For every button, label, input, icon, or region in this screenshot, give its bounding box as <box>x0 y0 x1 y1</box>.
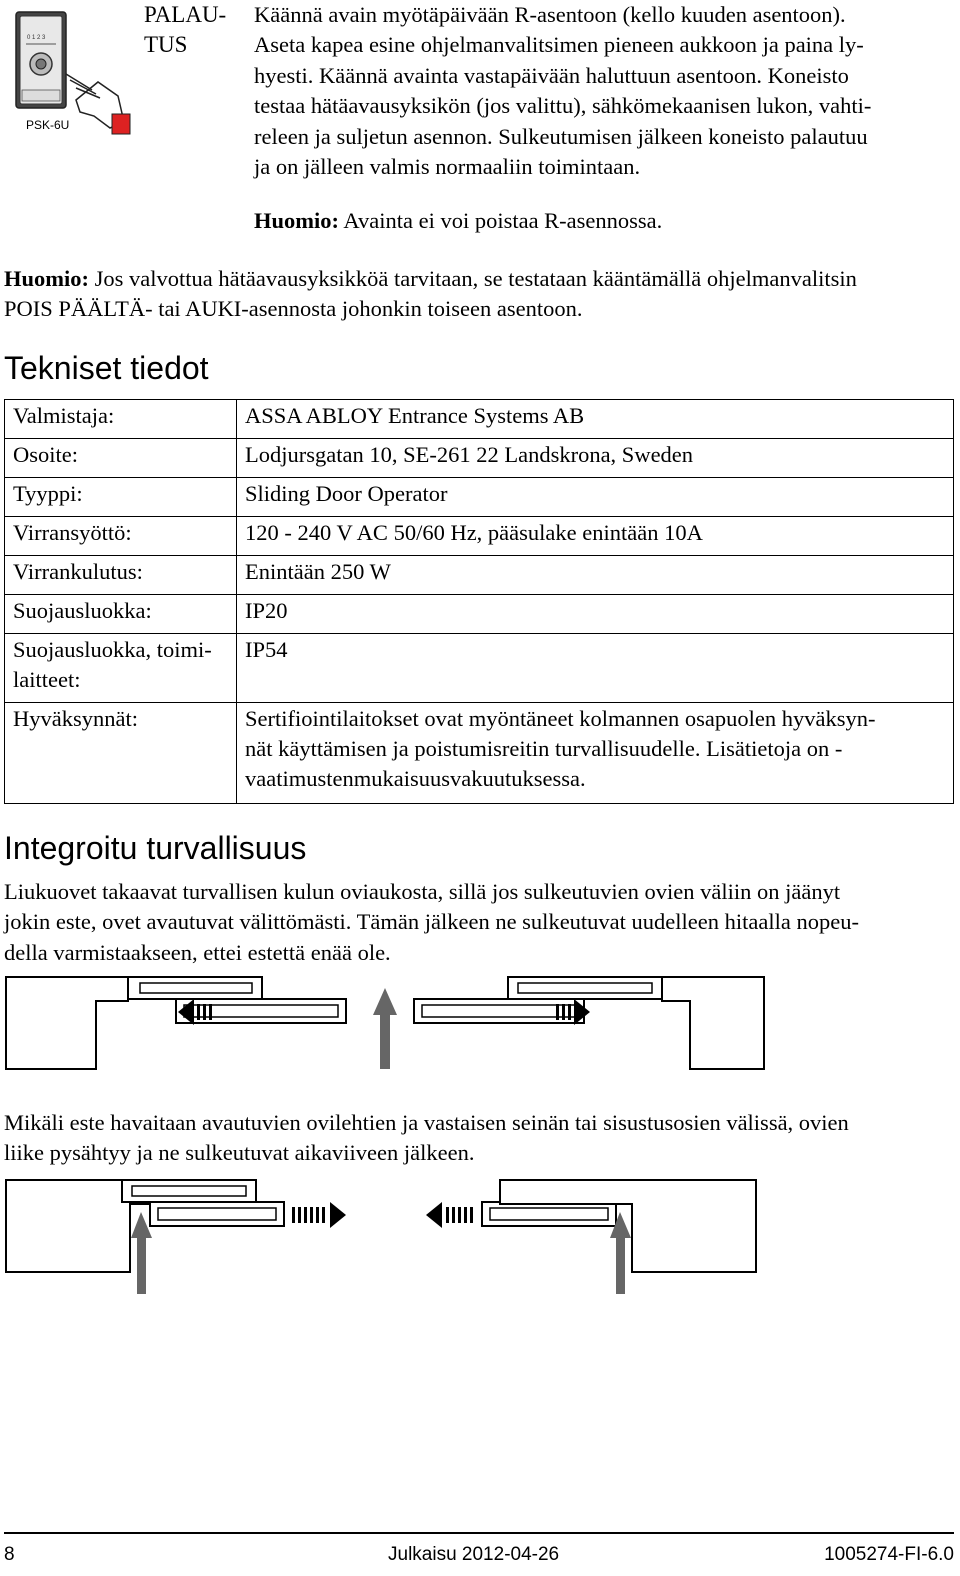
psk-6u-label: PSK-6U <box>26 118 70 132</box>
table-row <box>5 478 954 517</box>
right-door-leaf-icon <box>414 977 662 1023</box>
row-label: Hyväksynnät: <box>5 703 237 804</box>
row-label: Virrankulutus: <box>5 556 237 595</box>
test-note <box>4 264 959 325</box>
safety-line: Mikäli este havaitaan avautuvien ovilehtien ja vastaisen seinän tai sisustusosien välissä, ovien <box>4 1110 849 1135</box>
reset-line: hyesti. Käännä avainta vastapäivään haluttuun asentoon. Koneisto <box>254 62 849 88</box>
row-value: ASSA ABLOY Entrance Systems AB <box>237 400 954 439</box>
safety-paragraph-1 <box>4 877 959 968</box>
reset-line: testaa hätäavausyksikön (jos valittu), sähkömekaanisen lukon, vahti- <box>254 93 872 119</box>
safety-line: della varmistaakseen, ettei estettä enää ole. <box>4 939 391 965</box>
safety-line: jokin este, ovet avautuvat välittömästi. Tämän jälkeen ne sulkeutuvat uudelleen hitaalla nopeu- <box>4 909 859 935</box>
row-value: Sliding Door Operator <box>237 478 954 517</box>
row-value: IP20 <box>237 595 954 634</box>
row-value: Lodjursgatan 10, SE-261 22 Landskrona, Sweden <box>237 439 954 478</box>
test-note-label: Huomio: <box>4 266 90 291</box>
reset-line: ja on jälleen valmis normaaliin toimintaan. <box>254 154 641 180</box>
row-value: IP54 <box>237 634 954 703</box>
table-row <box>5 634 954 703</box>
key-switch-illustration <box>6 4 134 136</box>
reset-line: Käännä avain myötäpäivään R-asentoon (kello kuuden asentoon). <box>254 2 846 27</box>
row-value: Sertifiointilaitokset ovat myöntäneet kolmannen osapuolen hyväksyn- nät käyttämisen ja poistumisreitin turvallisuudelle. Lisätietoja on - vaatimustenmukaisuusvakuutuksessa. <box>237 703 954 804</box>
reset-note-text: Avainta ei voi poistaa R-asennossa. <box>339 208 663 233</box>
test-note-line: Jos valvottua hätäavausyksikköä tarvitaan, se testataan kääntämällä ohjelmanvalitsin <box>89 266 857 291</box>
row-value: 120 - 240 V AC 50/60 Hz, pääsulake enintään 10A <box>237 517 954 556</box>
row-label: Osoite: <box>5 439 237 478</box>
safety-paragraph-2 <box>4 1108 959 1169</box>
document-number: 1005274-FI-6.0 <box>824 1544 954 1565</box>
left-door-leaf-icon <box>128 977 346 1023</box>
row-label: Tyyppi: <box>5 478 237 517</box>
row-label: Suojausluokka, toimi- laitteet: <box>5 634 237 703</box>
arrow-left-icon <box>426 1202 473 1228</box>
obstacle-arrow-up-icon <box>131 1212 152 1294</box>
arrow-right-icon <box>292 1202 346 1228</box>
table-row <box>5 595 954 634</box>
table-row <box>5 400 954 439</box>
test-note-line: POIS PÄÄLTÄ- tai AUKI-asennosta johonkin toiseen asentoon. <box>4 296 583 322</box>
safety-title: Integroitu turvallisuus <box>4 830 307 866</box>
left-door-leaf-icon <box>122 1180 284 1226</box>
table-row <box>5 439 954 478</box>
row-value: Enintään 250 W <box>237 556 954 595</box>
table-row <box>5 703 954 804</box>
row-label: Suojausluokka: <box>5 595 237 634</box>
tech-title: Tekniset tiedot <box>4 350 209 386</box>
reset-line: releen ja suljetun asennon. Sulkeutumisen jälkeen koneisto palautuu <box>254 123 868 149</box>
footer-divider <box>4 1532 954 1534</box>
reset-note-label: Huomio: <box>254 208 340 233</box>
key-switch-icon <box>6 4 134 136</box>
reset-heading: PALAU- TUS <box>144 2 227 57</box>
table-row <box>5 556 954 595</box>
reset-line: Aseta kapea esine ohjelmanvalitsimen pieneen aukkoon ja paina ly- <box>254 32 864 58</box>
issue-date: Julkaisu 2012-04-26 <box>388 1544 560 1565</box>
safety-line: liike pysähtyy ja ne sulkeutuvat aikaviiveen jälkeen. <box>4 1140 475 1166</box>
table-row <box>5 517 954 556</box>
row-label: Valmistaja: <box>5 400 237 439</box>
opening-obstacle-diagram <box>0 1176 960 1296</box>
closing-obstacle-diagram <box>0 975 960 1075</box>
safety-line: Liukuovet takaavat turvallisen kulun oviaukosta, sillä jos sulkeutuvien ovien väliin on jäänyt <box>4 879 841 904</box>
reset-note <box>254 206 662 236</box>
page-number: 8 <box>4 1544 15 1565</box>
reset-body <box>254 0 954 182</box>
right-wall-icon <box>662 977 764 1069</box>
obstacle-arrow-up-icon <box>373 988 397 1069</box>
tech-table <box>4 399 954 804</box>
row-label: Virransyöttö: <box>5 517 237 556</box>
left-wall-icon <box>6 977 128 1069</box>
svg-text:0 1 2 3: 0 1 2 3 <box>27 35 46 41</box>
